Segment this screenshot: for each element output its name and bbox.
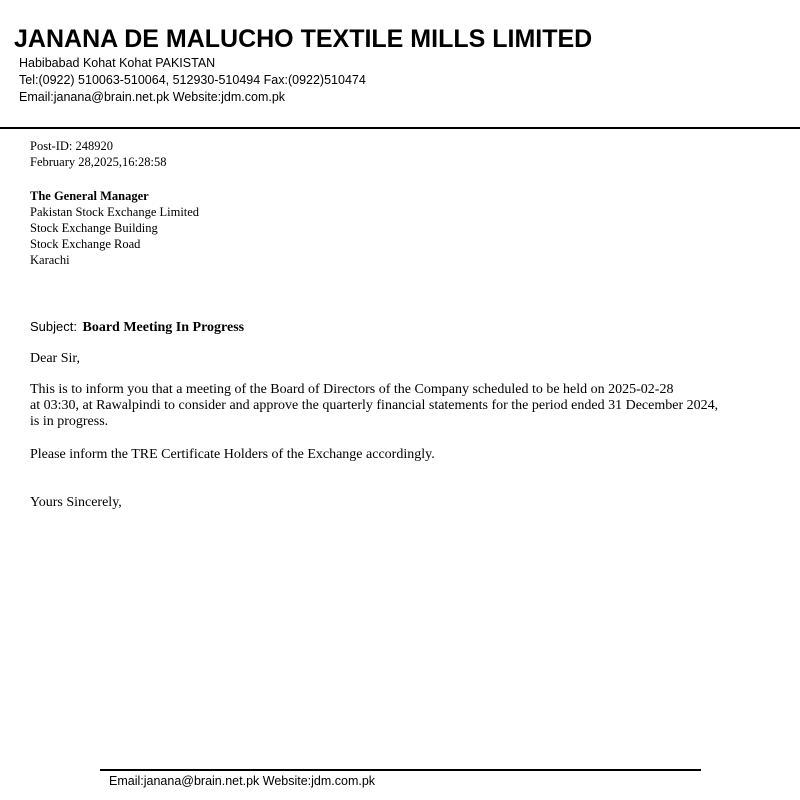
company-name: JANANA DE MALUCHO TEXTILE MILLS LIMITED [14, 25, 593, 53]
post-meta [30, 138, 166, 170]
addressee-line: Pakistan Stock Exchange Limited [30, 205, 200, 219]
addressee-line: Karachi [30, 253, 70, 267]
closing: Yours Sincerely, [30, 495, 122, 510]
body-paragraph-2: Please inform the TRE Certificate Holders of the Exchange accordingly. [30, 447, 435, 462]
addressee-title: The General Manager [30, 189, 149, 203]
salutation: Dear Sir, [30, 351, 80, 366]
company-address: Habibabad Kohat Kohat PAKISTAN [19, 56, 216, 70]
addressee-line: Stock Exchange Building [30, 221, 158, 235]
body-paragraph-1 [30, 382, 795, 430]
subject [30, 318, 244, 337]
body-line: at 03:30, at Rawalpindi to consider and approve the quarterly financial statements for the period ended 31 December 2024, [30, 398, 719, 413]
subject-label: Subject: [30, 319, 77, 334]
company-phone-fax: Tel:(0922) 510063-510064, 512930-510494 Fax:(0922)510474 [19, 73, 366, 87]
footer-divider [100, 769, 701, 771]
footer-email-website: Email:janana@brain.net.pk Website:jdm.com.pk [109, 774, 376, 788]
subject-text: Board Meeting In Progress [82, 320, 245, 335]
post-datetime: February 28,2025,16:28:58 [30, 155, 167, 169]
post-id: Post-ID: 248920 [30, 139, 113, 153]
body-line: This is to inform you that a meeting of the Board of Directors of the Company scheduled to be held on 2025-02-28 [30, 382, 674, 397]
addressee [30, 188, 199, 268]
body-line: is in progress. [30, 414, 109, 429]
addressee-line: Stock Exchange Road [30, 237, 141, 251]
header-divider [0, 127, 800, 129]
company-email-website: Email:janana@brain.net.pk Website:jdm.com.pk [19, 90, 286, 104]
letterhead-contact [19, 55, 366, 106]
